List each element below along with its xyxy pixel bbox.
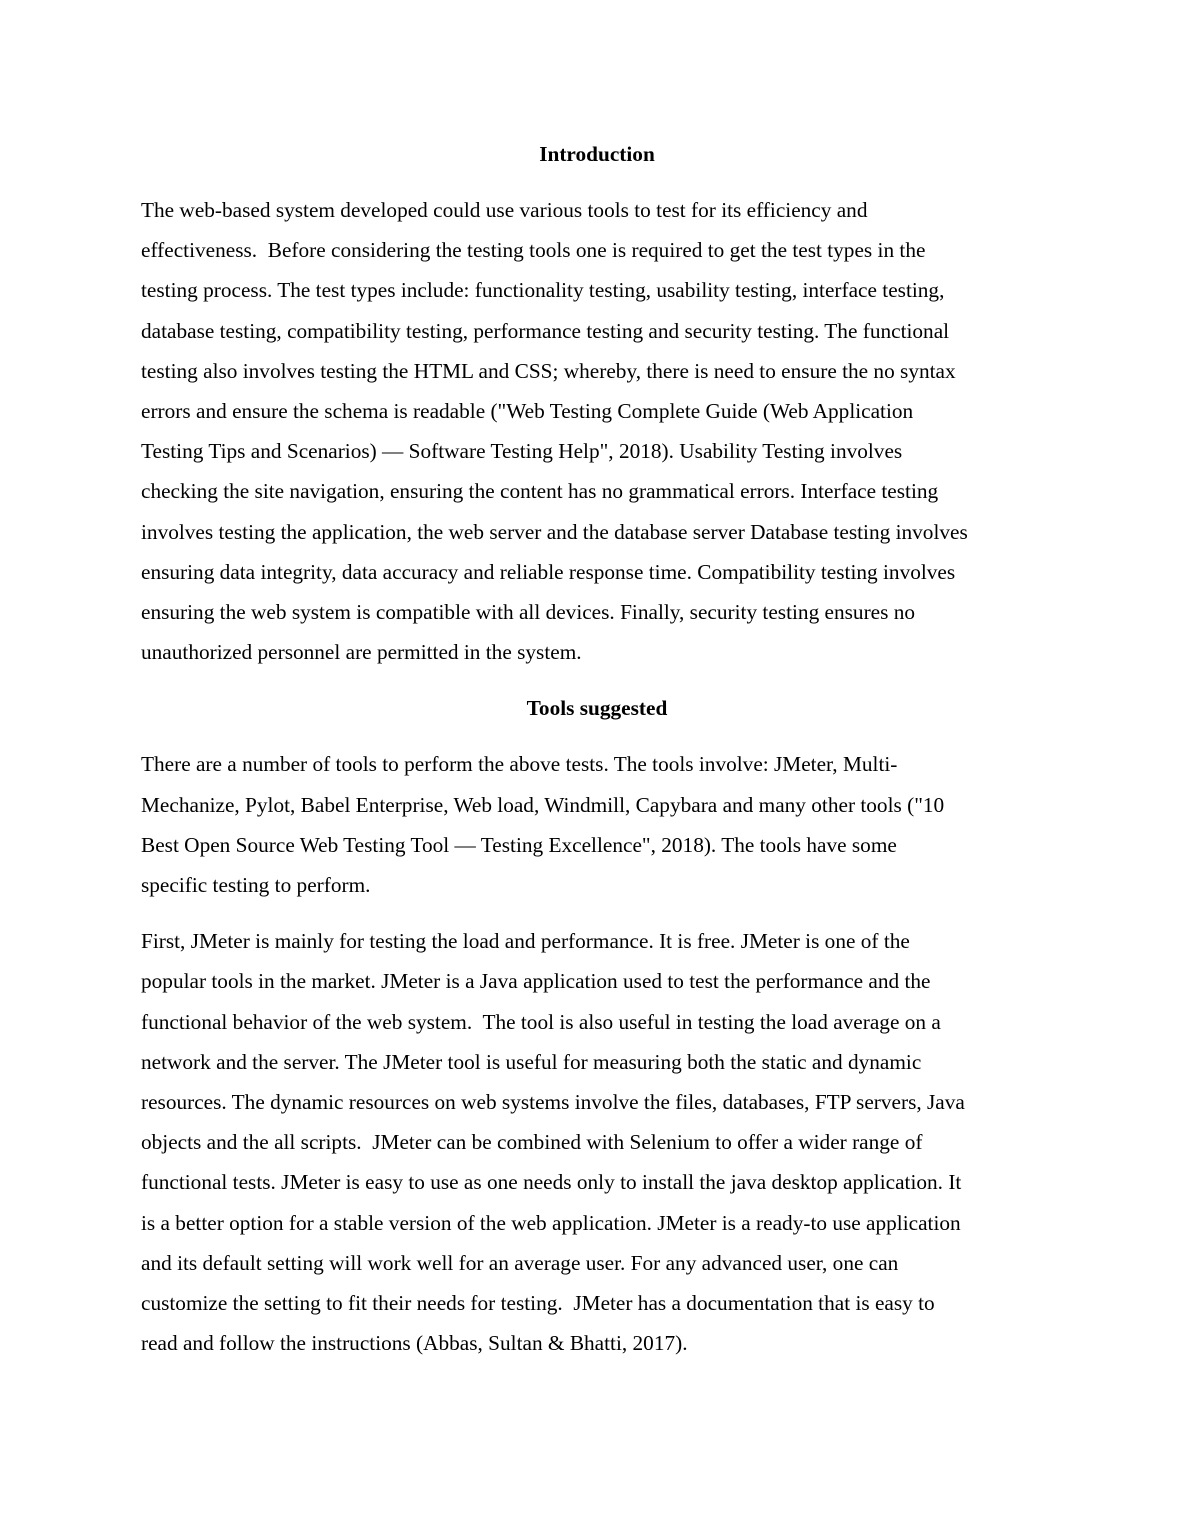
text-line: The web-based system developed could use various tools to test for its efficiency and xyxy=(141,198,868,222)
text-line: There are a number of tools to perform the above tests. The tools involve: JMeter, Multi- xyxy=(141,752,898,777)
text-line: ensuring data integrity, data accuracy and reliable response time. Compatibility testing involves xyxy=(141,559,956,584)
paragraph-introduction xyxy=(141,190,1051,672)
text-line: popular tools in the market. JMeter is a Java application used to test the performance and the xyxy=(141,969,931,994)
text-line: database testing, compatibility testing, performance testing and security testing. The functional xyxy=(141,318,950,343)
text-line: is a better option for a stable version of the web application. JMeter is a ready-to use application xyxy=(141,1210,961,1235)
text-line: objects and the all scripts. JMeter can be combined with Selenium to offer a wider range of xyxy=(141,1130,923,1155)
text-line: testing process. The test types include: functionality testing, usability testing, interface testing, xyxy=(141,278,945,303)
text-line: functional tests. JMeter is easy to use as one needs only to install the java desktop application. It xyxy=(141,1170,962,1195)
heading-introduction: Introduction xyxy=(539,142,655,166)
text-line: unauthorized personnel are permitted in the system. xyxy=(141,640,582,665)
text-line: functional behavior of the web system. The tool is also useful in testing the load average on a xyxy=(141,1009,941,1034)
text-line: Mechanize, Pylot, Babel Enterprise, Web load, Windmill, Capybara and many other tools ("10 xyxy=(141,792,945,817)
text-line: read and follow the instructions (Abbas, Sultan & Bhatti, 2017). xyxy=(141,1331,688,1356)
text-line: involves testing the application, the web server and the database server Database testing involves xyxy=(141,519,968,544)
text-line: customize the setting to fit their needs for testing. JMeter has a documentation that is easy to xyxy=(141,1291,935,1316)
text-line: First, JMeter is mainly for testing the load and performance. It is free. JMeter is one of the xyxy=(141,929,910,954)
text-line: ensuring the web system is compatible with all devices. Finally, security testing ensures no xyxy=(141,600,916,625)
document-body xyxy=(141,134,1051,1379)
paragraph-tools-list xyxy=(141,744,1051,905)
paragraph-jmeter xyxy=(141,921,1051,1363)
text-line: resources. The dynamic resources on web systems involve the files, databases, FTP servers, Java xyxy=(141,1090,965,1115)
text-line: checking the site navigation, ensuring the content has no grammatical errors. Interface testing xyxy=(141,479,939,504)
text-line: and its default setting will work well for an average user. For any advanced user, one can xyxy=(141,1250,899,1275)
text-line: errors and ensure the schema is readable ("Web Testing Complete Guide (Web Application xyxy=(141,399,914,424)
text-line: testing also involves testing the HTML and CSS; whereby, there is need to ensure the no syntax xyxy=(141,358,956,383)
text-line: Best Open Source Web Testing Tool — Testing Excellence", 2018). The tools have some xyxy=(141,832,897,857)
text-line: effectiveness. Before considering the testing tools one is required to get the test types in the xyxy=(141,238,926,263)
text-line: network and the server. The JMeter tool is useful for measuring both the static and dynamic xyxy=(141,1049,922,1074)
heading-tools-suggested: Tools suggested xyxy=(526,696,668,721)
text-line: specific testing to perform. xyxy=(141,873,371,898)
text-line: Testing Tips and Scenarios) — Software Testing Help", 2018). Usability Testing involves xyxy=(141,439,903,464)
